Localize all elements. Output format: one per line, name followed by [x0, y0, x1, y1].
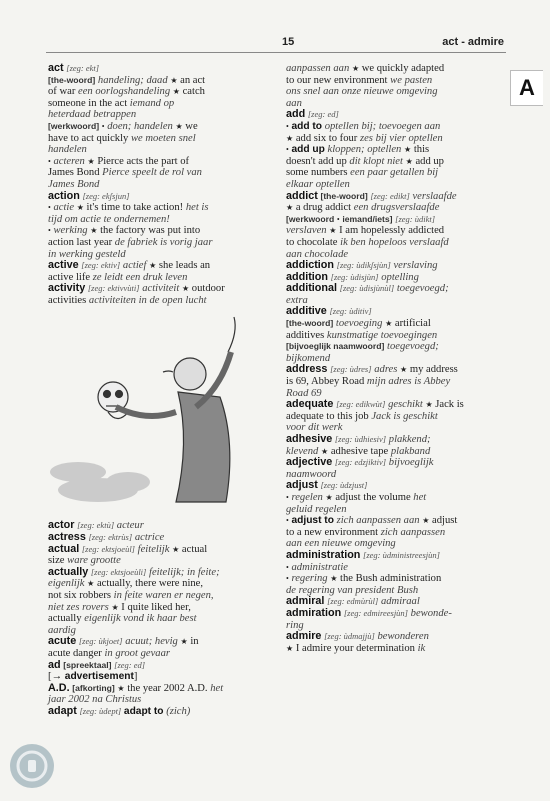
left-column-line: tijd om actie te ondernemen!	[48, 213, 170, 225]
right-column-line: Road 69	[286, 387, 322, 399]
right-column-line: admire [zeg: ùdmajjù] bewonderen	[286, 630, 429, 643]
right-column-line: ★ add six to four zes bij vier optellen	[286, 132, 443, 144]
right-column	[286, 63, 512, 654]
right-column-line: • add to optellen bij; toevoegen aan	[286, 120, 441, 132]
right-column-line: adequate [zeg: edikwùt] geschikt ★ Jack is	[286, 398, 464, 411]
left-column-line: activities activiteiten in de open lucht	[48, 294, 207, 306]
right-column-line: addiction [zeg: ùdikʃsjùn] verslaving	[286, 259, 438, 272]
left-column-line: • acteren ★ Pierce acts the part of	[48, 155, 190, 167]
right-column-line: geluid regelen	[286, 503, 347, 515]
left-column-line: niet zes rovers ★ I quite liked her,	[48, 601, 191, 613]
right-column-line: de regering van president Bush	[286, 584, 419, 596]
right-column-line: address [zeg: ùdres] adres ★ my address	[286, 363, 458, 376]
right-column-line: • add up kloppen; optellen ★ this	[286, 144, 430, 156]
right-column-line: naamwoord	[286, 468, 337, 480]
right-column-line: voor dit werk	[286, 422, 343, 434]
page-header	[46, 30, 506, 53]
right-column-line: addict [the-woord] [zeg: edikt] verslaafde	[286, 189, 457, 202]
right-column-line: • regelen ★ adjust the volume het	[286, 491, 427, 503]
left-column-line: action [zeg: ekʃsjun]	[48, 189, 130, 202]
left-column-line: • werking ★ the factory was put into	[48, 225, 201, 237]
actor-illustration	[48, 312, 283, 512]
left-column-line: actress [zeg: ektrùs] actrice	[48, 531, 165, 544]
right-column-line: admiration [zeg: edmireesjùn] bewonde-	[286, 606, 452, 619]
left-column-line: acute [zeg: ùkjoet] acuut; hevig ★ in	[48, 635, 199, 648]
left-column-line: actually [zeg: ektsjoeùli] feitelijk; in feite;	[48, 565, 220, 578]
right-column-line: addition [zeg: ùdisjùn] optelling	[286, 270, 419, 283]
right-column-line: elkaar optellen	[286, 178, 350, 190]
right-column-line: doesn't add up dit klopt niet ★ add up	[286, 155, 444, 167]
right-column-line: aan	[286, 97, 302, 109]
right-column-line: bijkomend	[286, 352, 331, 364]
right-column-line: verslaven ★ I am hopelessly addicted	[286, 225, 445, 237]
right-column-line: aan een nieuwe omgeving	[286, 538, 396, 550]
right-column-line: adequate to this job Jack is geschikt	[286, 410, 438, 422]
right-column-line: • administratie	[286, 561, 348, 573]
left-column-line: actor [zeg: ektù] acteur	[48, 519, 144, 532]
left-column-line: jaar 2002 na Christus	[48, 694, 142, 706]
left-column-line: James Bond Pierce speelt de rol van	[48, 167, 202, 179]
right-column-line: to our new environment we pasten	[286, 74, 433, 86]
right-column-line: aan chocolade	[286, 248, 349, 260]
left-column-line: size ware grootte	[48, 555, 121, 567]
left-column-line: acute danger in groot gevaar	[48, 648, 170, 659]
running-head: act - admire	[442, 36, 504, 48]
left-column-line: have to act quickly we moeten snel	[48, 132, 196, 144]
thumb-index-tab: A	[510, 70, 543, 106]
left-column-line: [the-woord] handeling; daad ★ an act	[48, 74, 206, 86]
right-column-line: ★ a drug addict een drugsverslaafde	[286, 202, 440, 214]
left-column-line: James Bond	[48, 178, 100, 190]
left-column-line: ad [spreektaal] [zeg: ed]	[48, 658, 146, 671]
left-column-line: eigenlijk ★ actually, there were nine,	[48, 578, 204, 590]
page-number: 15	[282, 36, 295, 48]
right-column-line: ring	[286, 619, 304, 631]
right-column-line: ons snel aan onze nieuwe omgeving	[286, 86, 438, 98]
left-column-line: active life ze leidt een druk leven	[48, 271, 188, 283]
right-column-line: is 69, Abbey Road mijn adres is Abbey	[286, 376, 451, 388]
left-column-line: active [zeg: ektiv] actief ★ she leads an	[48, 259, 211, 272]
right-column-line: additives kunstmatige toevoegingen	[286, 329, 438, 341]
left-column-line: adapt [zeg: ùdept] adapt to (zich)	[48, 704, 191, 717]
right-column-line: additional [zeg: ùdisjùnùl] toegevoegd;	[286, 282, 449, 295]
watermark-logo	[4, 738, 60, 794]
right-column-line: admiral [zeg: edmùrùl] admiraal	[286, 595, 420, 608]
left-column-line: action last year de fabriek is vorig jaar	[48, 236, 213, 248]
right-column-line: • regering ★ the Bush administration	[286, 573, 442, 585]
left-column-line: handelen	[48, 144, 87, 156]
left-column-line: not six robbers in feite waren er negen,	[48, 590, 214, 602]
right-column-line: to chocolate ik ben hopeloos verslaafd	[286, 236, 449, 248]
left-column-line: heterdaad betrappen	[48, 109, 137, 121]
right-column-line: to a new environment zich aanpassen	[286, 526, 446, 538]
right-column-line: klevend ★ adhesive tape plakband	[286, 445, 431, 457]
left-column	[48, 63, 283, 718]
right-column-line: adjust [zeg: ùdzjust]	[286, 479, 368, 492]
right-column-line: ★ I admire your determination ik	[286, 642, 426, 654]
right-column-line: adhesive [zeg: ùdhiesiv] plakkend;	[286, 433, 431, 445]
right-column-line: • adjust to zich aanpassen aan ★ adjust	[286, 515, 458, 527]
left-column-line: [→ advertisement]	[48, 671, 138, 683]
left-column-line: aardig	[48, 624, 76, 636]
right-column-line: [werkwoord • iemand/iets] [zeg: ùdikt]	[286, 213, 436, 224]
right-column-line: some numbers een paar getallen bij	[286, 167, 439, 179]
right-column-line: [the-woord] toevoeging ★ artificial	[286, 318, 431, 330]
left-column-line: activity [zeg: ektivvùti] activiteit ★ outdoor	[48, 282, 225, 295]
left-column-line: act [zeg: ekt]	[48, 62, 100, 74]
left-column-line: [werkwoord] • doen; handelen ★ we	[48, 120, 198, 132]
right-column-line: additive [zeg: ùditiv]	[286, 305, 372, 318]
right-column-line: adjective [zeg: edzjiktiv] bijvoeglijk	[286, 456, 434, 469]
left-column-line: in werking gesteld	[48, 248, 126, 260]
left-column-line: someone in the act iemand op	[48, 97, 175, 109]
right-column-line: extra	[286, 294, 308, 306]
left-column-line: A.D. [afkorting] ★ the year 2002 A.D. het	[48, 681, 224, 694]
right-column-line: aanpassen aan ★ we quickly adapted	[286, 63, 445, 74]
left-column-line: of war een oorlogshandeling ★ catch	[48, 86, 205, 98]
left-column-line: actual [zeg: ektsjoeùl] feitelijk ★ actual	[48, 542, 208, 555]
right-column-line: [bijvoeglijk naamwoord] toegevoegd;	[286, 341, 439, 353]
left-column-line: actually eigenlijk vond ik haar best	[48, 613, 197, 625]
left-column-line: • actie ★ it's time to take action! het is	[48, 202, 209, 214]
right-column-line: administration [zeg: ùdministreesjùn]	[286, 548, 440, 561]
right-column-line: add [zeg: ed]	[286, 108, 339, 121]
